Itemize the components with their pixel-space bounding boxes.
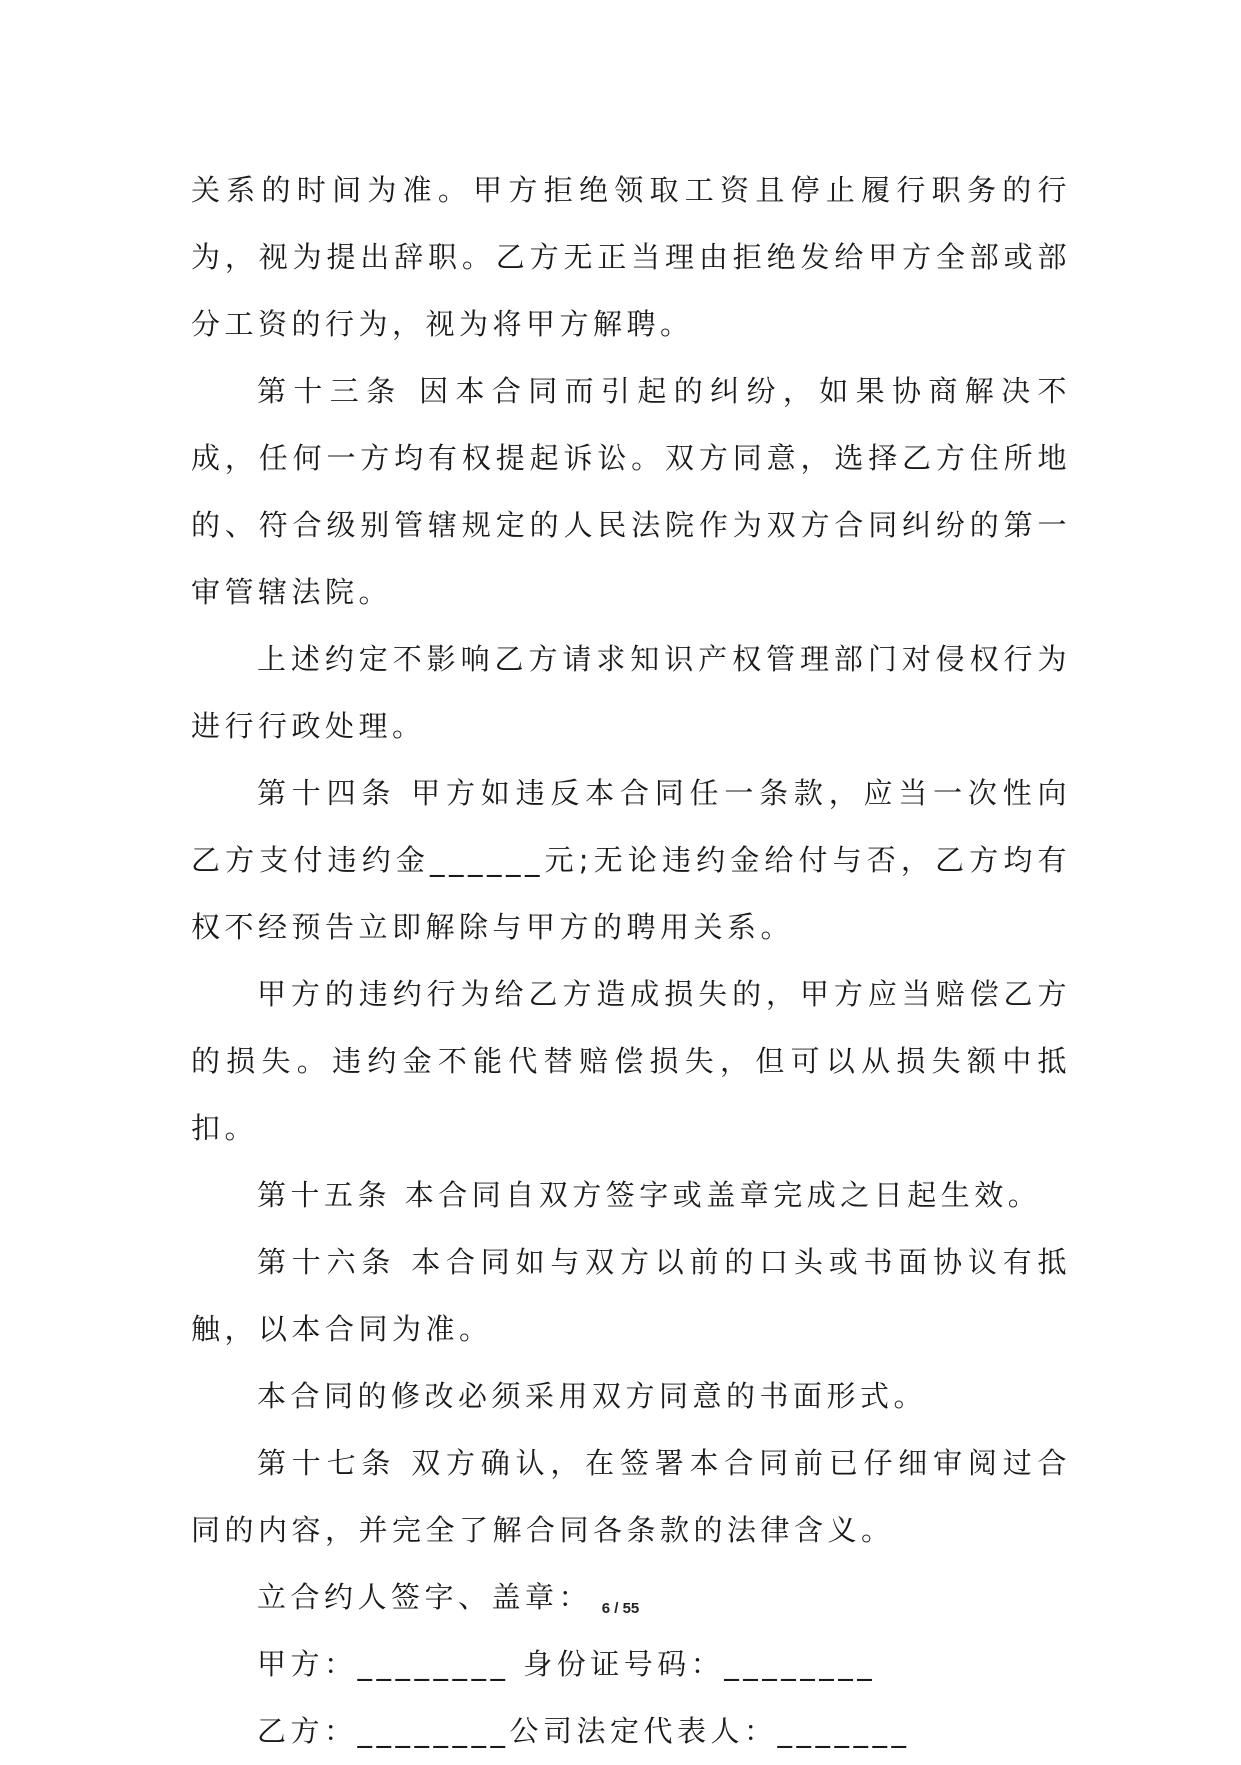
paragraph-8: 本合同的修改必须采用双方同意的书面形式。: [257, 1379, 928, 1413]
paragraph-3: 上述约定不影响乙方请求知识产权管理部门对侵权行为进行行政处理。: [191, 642, 1071, 743]
paragraph-article-13: 第十三条 因本合同而引起的纠纷，如果协商解决不成，任何一方均有权提起诉讼。双方同意，选择乙方住所地的、符合级别管辖规定的人民法院作为双方合同纠纷的第一审管辖法院。: [191, 374, 1071, 609]
paragraph-5: 甲方的违约行为给乙方造成损失的，甲方应当赔偿乙方的损失。违约金不能代替赔偿损失，但可以从损失额中抵扣。: [191, 977, 1071, 1145]
paragraph-article-16: 第十六条 本合同如与双方以前的口头或书面协议有抵触，以本合同为准。: [191, 1245, 1071, 1346]
signature-party-b: 乙方：________公司法定代表人：_______: [257, 1714, 911, 1748]
signature-heading: 立合约人签字、盖章：: [257, 1580, 593, 1614]
page-number: 6 / 55: [601, 1600, 640, 1617]
document-body: [191, 157, 1071, 1765]
paragraph-article-15: 第十五条 本合同自双方签字或盖章完成之日起生效。: [257, 1178, 1042, 1212]
paragraph-article-14: 第十四条 甲方如违反本合同任一条款，应当一次性向乙方支付违约金______元;无论违约金给付与否，乙方均有权不经预告立即解除与甲方的聘用关系。: [191, 776, 1071, 944]
paragraph-article-17: 第十七条 双方确认，在签署本合同前已仔细审阅过合同的内容，并完全了解合同各条款的法律含义。: [191, 1446, 1071, 1547]
signature-party-a: 甲方：________ 身份证号码：________: [257, 1647, 877, 1681]
paragraph-1: 关系的时间为准。甲方拒绝领取工资且停止履行职务的行为，视为提出辞职。乙方无正当理由拒绝发给甲方全部或部分工资的行为，视为将甲方解聘。: [191, 173, 1071, 341]
